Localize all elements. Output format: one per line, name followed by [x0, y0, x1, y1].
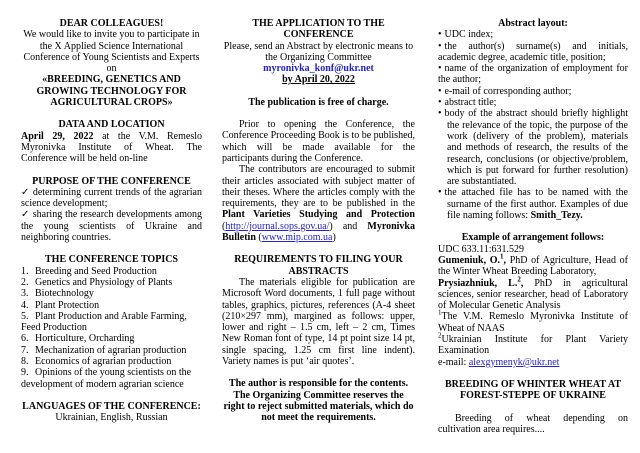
spacer [438, 368, 628, 379]
bullet-icon: • [438, 187, 442, 199]
heading-breeding-example: BREEDING OF WHINTER WHEAT AT FOREST-STEPPE OF UKRAINE [445, 378, 621, 402]
purpose-item [21, 187, 202, 210]
spacer [222, 243, 415, 254]
paren: ) [332, 232, 336, 244]
list-item [21, 266, 202, 277]
spacer [222, 108, 415, 119]
purpose-text: sharing the research developments among the young scientists of Ukraine and neighboring countries. [21, 209, 202, 244]
topics-list [21, 266, 202, 390]
bullet-item [438, 41, 628, 64]
languages-text: Ukrainian, English, Russian [55, 412, 168, 424]
bullet-icon: • [438, 97, 442, 109]
affiliation-superscript: 1 [438, 309, 442, 318]
item-text: Mechanization of agrarian production [35, 344, 187, 356]
prior-paragraph: Prior to opening the Conference, the Conference Proceeding Book is to be published, which will be made available for the participants during the Conference. [222, 119, 416, 164]
spacer [438, 402, 628, 413]
item-number: 7. [21, 344, 29, 356]
checkmark-icon: ✓ [21, 186, 30, 198]
author-separator: , [520, 277, 524, 289]
item-number: 4. [21, 299, 29, 311]
paren: ( [255, 232, 262, 244]
bullet-text: name of the organization of employment for the author; [438, 63, 628, 86]
column-right [438, 18, 628, 453]
bullet-text: the author(s) surname(s) and initials, academic degree, academic title, position; [438, 40, 628, 63]
bullet-text: abstract title; [444, 97, 497, 109]
item-text: Plant Production and Arable Farming, Feed Production [21, 310, 187, 334]
email-line [222, 63, 415, 74]
and-text: ) and [329, 220, 368, 232]
spacer [21, 165, 202, 176]
bullet-item [438, 187, 628, 221]
spacer [438, 221, 628, 232]
materials-paragraph: The materials eligible for publication are Microsoft Word documents, 1 full page without tables, graphics, pictures, references (A-4 sheet (210×297 mm), margined as follows: upper, lower and right – 1.5 cm, left – 2 cm, Times New Roman font of type, 14 pt point size 14 pt, single spacing, 1.25 cm first line indent). Variety names is put ‘air quotes’. [222, 276, 415, 368]
list-item [21, 356, 202, 367]
free-of-charge-text: The publication is free of charge. [248, 96, 389, 108]
bullet-icon: • [438, 85, 442, 97]
checkmark-icon: ✓ [21, 209, 30, 221]
invite-paragraph [21, 29, 202, 74]
heading-topics: THE CONFERENCE TOPICS [45, 254, 178, 266]
heading-requirements: REQUIREMENTS TO FILING YOUR ABSTRACTS [234, 254, 403, 277]
item-text: Horticulture, Orcharding [35, 333, 135, 345]
conference-title: «BREEDING, GENETICS AND GROWING TECHNOLOGY FOR AGRICULTURAL CROPS» [36, 74, 187, 109]
udc-line: UDC 633.11:631.529 [438, 243, 525, 255]
item-text: Genetics and Physiology of Plants [35, 276, 173, 288]
list-item [21, 367, 202, 390]
heading-abstract-layout: Abstract layout: [498, 18, 568, 29]
location-text: at the V.M. Remeslo Myronivka Institute of Wheat. The Conference will be held on-line [21, 130, 202, 165]
deadline-text: by April 20, 2022 [282, 74, 355, 86]
item-text: Opinions of the young scientists on the development of modern agrarian science [21, 367, 192, 390]
author-email-line [438, 357, 628, 368]
affiliation-line [438, 311, 628, 334]
column-middle [222, 18, 415, 453]
bullet-text: the attached file has to be named with the surname of the first author. Examples of due file naming follows: [444, 187, 628, 222]
author-details: PhD of Agriculture, Head of the Winter Wheat Breeding Laboratory, [438, 254, 628, 278]
bullet-item [438, 108, 628, 187]
affiliation-line [438, 331, 628, 357]
item-number: 3. [21, 288, 29, 300]
spacer [21, 390, 202, 401]
mip-site-link[interactable]: www.mip.com.ua [261, 232, 333, 244]
contributors-text: The contributors are encouraged to submit their articles associated with subject matter of their theses. Where the articles comply with the requirements, they are to be published in the [222, 164, 415, 210]
spacer [21, 108, 202, 119]
bullet-icon: • [438, 63, 442, 75]
date-location-paragraph [21, 131, 202, 165]
item-number: 9. [21, 367, 29, 379]
spacer [222, 86, 415, 97]
bullet-item [438, 97, 628, 108]
affiliation-superscript: 2 [438, 331, 442, 340]
column-left [21, 18, 202, 453]
heading-example: Example of arrangement follows: [461, 232, 605, 244]
heading-application: THE APPLICATION TO THE CONFERENCE [252, 18, 385, 41]
author-email-link[interactable]: alexgymenyk@ukr.net [468, 356, 560, 368]
list-item [21, 277, 202, 288]
abstract-layout-list [438, 29, 628, 221]
heading-dear-colleagues: DEAR COLLEAGUES! [59, 18, 164, 29]
heading-languages: LANGUAGES OF THE CONFERENCE: [22, 400, 201, 412]
author-name: Gumeniuk, O. [438, 254, 501, 266]
item-number: 2. [21, 276, 29, 288]
bullet-text: UDC index; [444, 29, 494, 41]
spacer [21, 243, 202, 254]
list-item [21, 300, 202, 311]
bullet-icon: • [438, 40, 442, 52]
item-number: 1. [21, 265, 29, 277]
author-superscript: 2 [517, 275, 521, 284]
purpose-item [21, 209, 202, 243]
heading-purpose: PURPOSE OF THE CONFERENCE [32, 175, 191, 187]
list-item [21, 288, 202, 299]
item-text: Biotechnology [35, 288, 94, 300]
contributors-paragraph [222, 164, 415, 243]
item-text: Plant Protection [35, 299, 100, 311]
item-text: Breeding and Seed Production [35, 265, 157, 277]
bulletin-name: Myronivka Bulletin [222, 220, 415, 244]
list-item [21, 333, 202, 344]
journal-name: Plant Varieties Studying and Protection [222, 209, 415, 221]
author-paragraph [438, 252, 628, 278]
file-naming-example: Smith_Tezy. [530, 210, 583, 222]
affiliation-text: Ukrainian Institute for Plant Variety Examination [438, 334, 628, 357]
bullet-text: body of the abstract should briefly highlight the relevance of the topic, the purpose of the work (delivery of the problem), materials and methods of research, the results of the research, conclusions (or objective/problem, which is put forward for further resolution) are substantiated. [444, 108, 628, 188]
list-item [21, 311, 202, 334]
send-abstract-text: Please, send an Abstract by electronic means to the Organizing Committee [223, 40, 414, 63]
bullet-icon: • [438, 29, 442, 41]
email-label: e-mail: [438, 356, 469, 368]
spacer [222, 367, 415, 378]
breeding-paragraph: Breeding of wheat depending on cultivation area requires.... [438, 412, 628, 435]
organizing-committee-email-link[interactable]: myronivka_konf@ukr.net [263, 63, 374, 75]
item-number: 5. [21, 310, 29, 322]
heading-data-location: DATA AND LOCATION [58, 119, 165, 131]
list-item [21, 345, 202, 356]
bullet-text: e-mail of corresponding author; [444, 85, 572, 97]
bullet-icon: • [438, 108, 442, 120]
author-superscript: 1 [500, 252, 504, 261]
bullet-item [438, 29, 628, 40]
item-text: Economics of agrarian production [35, 356, 172, 368]
date-bold: April 29, 2022 [21, 130, 94, 142]
author-name: Prysiazhniuk, L. [438, 277, 518, 289]
author-paragraph [438, 275, 628, 312]
author-details: PhD in agricultural sciences, senior researcher, head of Laboratory of Molecular Genetic Analysis [438, 277, 628, 312]
affiliation-text: The V.M. Remeslo Myronivka Institute of Wheat of NAAS [438, 311, 628, 334]
author-separator: , [503, 254, 507, 266]
invite-text: We would like to invite you to participate in the X Applied Science International Conference of Young Scientists and Experts on [23, 29, 200, 75]
bullet-item [438, 63, 628, 86]
bullet-item [438, 86, 628, 97]
journal-sops-link[interactable]: http://journal.sops.gov.ua/ [225, 220, 330, 232]
purpose-text: determining current trends of the agrarian science development; [21, 186, 202, 210]
paren: ( [222, 220, 226, 232]
responsibility-text: The author is responsible for the contents. The Organizing Committee reserves the right to reject submitted materials, which do not meet the requirements. [223, 378, 414, 424]
item-number: 6. [21, 333, 29, 345]
item-number: 8. [21, 356, 29, 368]
